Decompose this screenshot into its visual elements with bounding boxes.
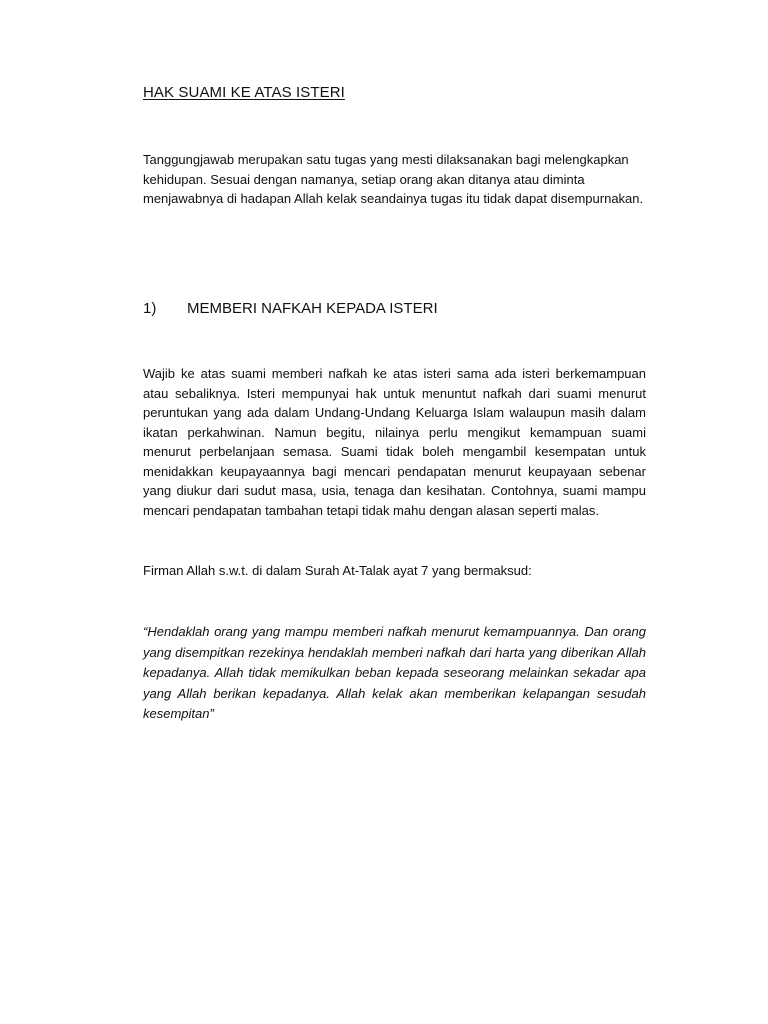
section-heading <box>143 300 438 317</box>
section-heading-text: MEMBERI NAFKAH KEPADA ISTERI <box>187 300 438 317</box>
quran-quote: “Hendaklah orang yang mampu memberi nafkah menurut kemampuannya. Dan orang yang disempitkan rezekinya hendaklah memberi nafkah dari harta yang diberikan Allah kepadanya. Allah tidak memikulkan beban kepada seseorang melainkan sekadar apa yang Allah berikan kepadanya. Allah kelak akan memberikan kelapangan sesudah kesempitan” <box>143 624 646 721</box>
firman-intro-line: Firman Allah s.w.t. di dalam Surah At-Talak ayat 7 yang bermaksud: <box>143 563 532 578</box>
document-title: HAK SUAMI KE ATAS ISTERI <box>143 84 345 101</box>
intro-paragraph: Tanggungjawab merupakan satu tugas yang mesti dilaksanakan bagi melengkapkan kehidupan. Sesuai dengan namanya, setiap orang akan ditanya atau diminta menjawabnya di hadapan Allah kelak seandainya tugas itu tidak dapat disempurnakan. <box>143 152 644 206</box>
section-body-paragraph: Wajib ke atas suami memberi nafkah ke atas isteri sama ada isteri berkemampuan atau sebaliknya. Isteri mempunyai hak untuk menuntut nafkah dari suami menurut peruntukan yang ada dalam Undang-Undang Keluarga Islam walaupun masih dalam ikatan perkahwinan. Namun begitu, nilainya perlu mengikut kemampuan suami menurut perbelanjaan semasa. Suami tidak boleh mengambil kesempatan untuk menidakkan keupayaannya bagi mencari pendapatan menurut keupayaan sebenar yang diukur dari sudut masa, usia, tenaga dan kesihatan. Contohnya, suami mampu mencari pendapatan tambahan tetapi tidak mahu dengan alasan seperti malas. <box>143 366 646 518</box>
section-number: 1) <box>143 300 157 317</box>
